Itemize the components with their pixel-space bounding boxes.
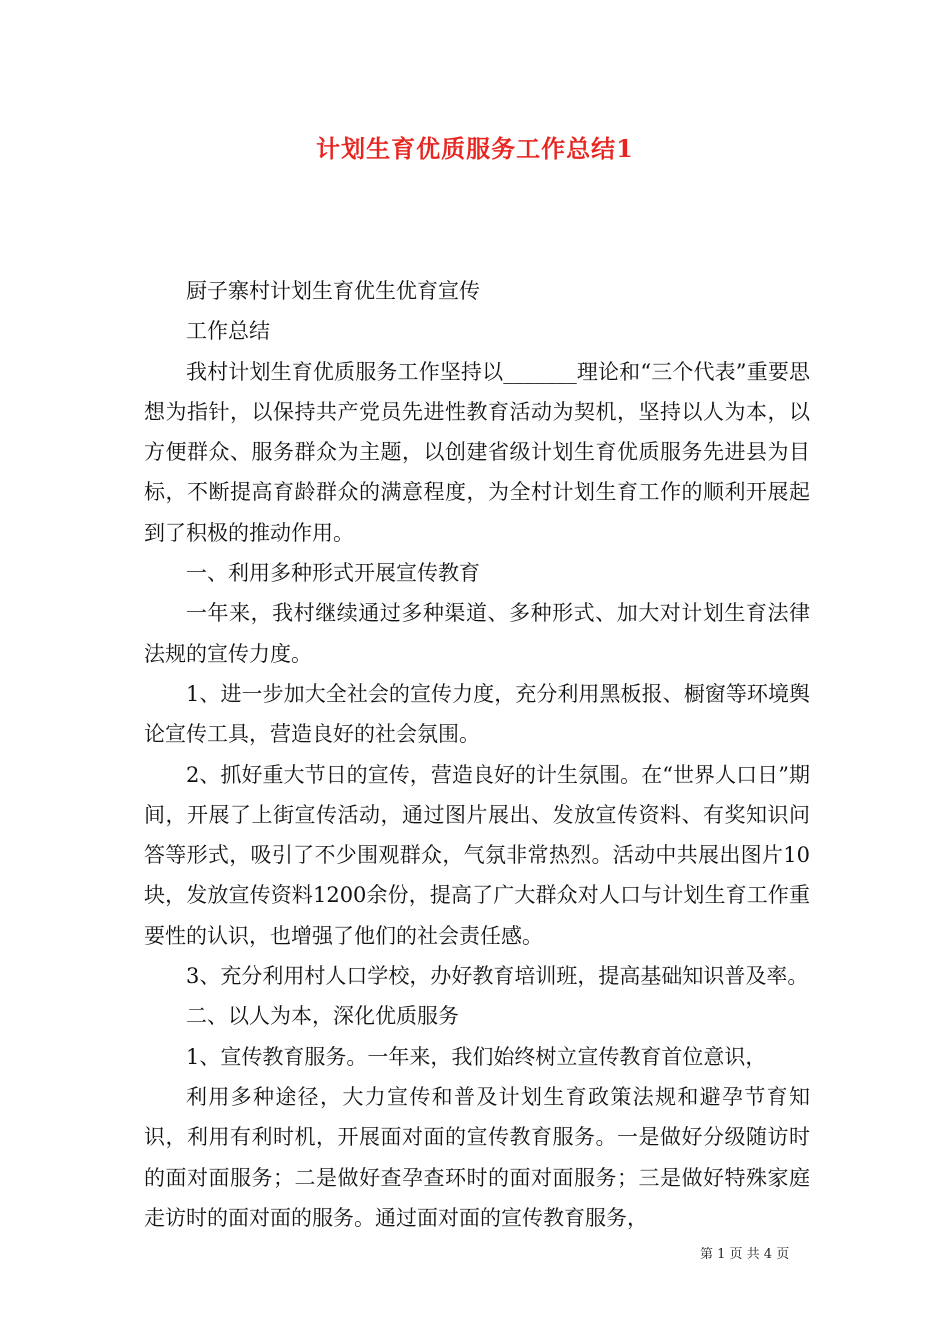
section-heading-1: 一、利用多种形式开展宣传教育 — [186, 561, 480, 586]
paragraph-item-3: 3、充分利用村人口学校，办好教育培训班，提高基础知识普及率。 — [186, 964, 809, 989]
paragraph-section-2-item-1-continued: 利用多种途径，大力宣传和普及计划生育政策法规和避孕节育知识，利用有利时机，开展面对面的宣传教育服务。一是做好分级随访时的面对面服务；二是做好查孕查环时的面对面服务；三是做好特殊家庭走访时的面对面的服务。通过面对面的宣传教育服务， — [144, 1084, 810, 1230]
paragraph-intro: 我村计划生育优质服务工作坚持以_______理论和“三个代表”重要思想为指针，以保持共产党员先进性教育活动为契机，坚持以人为本，以方便群众、服务群众为主题，以创建省级计划生育优质服务先进县为目标，不断提高育龄群众的满意程度，为全村计划生育工作的顺利开展起到了积极的推动作用。 — [144, 359, 810, 545]
section-heading-2: 二、以人为本，深化优质服务 — [186, 1004, 459, 1029]
paragraph-item-2: 2、抓好重大节日的宣传，营造良好的计生氛围。在“世界人口日”期间，开展了上街宣传活动，通过图片展出、发放宣传资料、有奖知识问答等形式，吸引了不少围观群众，气氛非常热烈。活动中共展出图片10块，发放宣传资料1200余份，提高了广大群众对人口与计划生育工作重要性的认识，也增强了他们的社会责任感。 — [144, 762, 810, 948]
paragraph-item-1: 1、进一步加大全社会的宣传力度，充分利用黑板报、橱窗等环境舆论宣传工具，营造良好的社会氛围。 — [144, 681, 810, 747]
paragraph-section-2-item-1: 1、宣传教育服务。一年来，我们始终树立宣传教育首位意识， — [186, 1044, 767, 1069]
paragraph-heading-line-1: 厨子寨村计划生育优生优育宣传 — [186, 279, 480, 303]
document-body — [144, 271, 810, 1238]
document-title: 计划生育优质服务工作总结1 — [316, 134, 634, 163]
paragraph-section-1-intro: 一年来，我村继续通过多种渠道、多种形式、加大对计划生育法律法规的宣传力度。 — [144, 601, 810, 666]
paragraph-heading-line-2: 工作总结 — [186, 319, 270, 344]
page-number-footer: 第 1 页 共 4 页 — [700, 1247, 790, 1262]
